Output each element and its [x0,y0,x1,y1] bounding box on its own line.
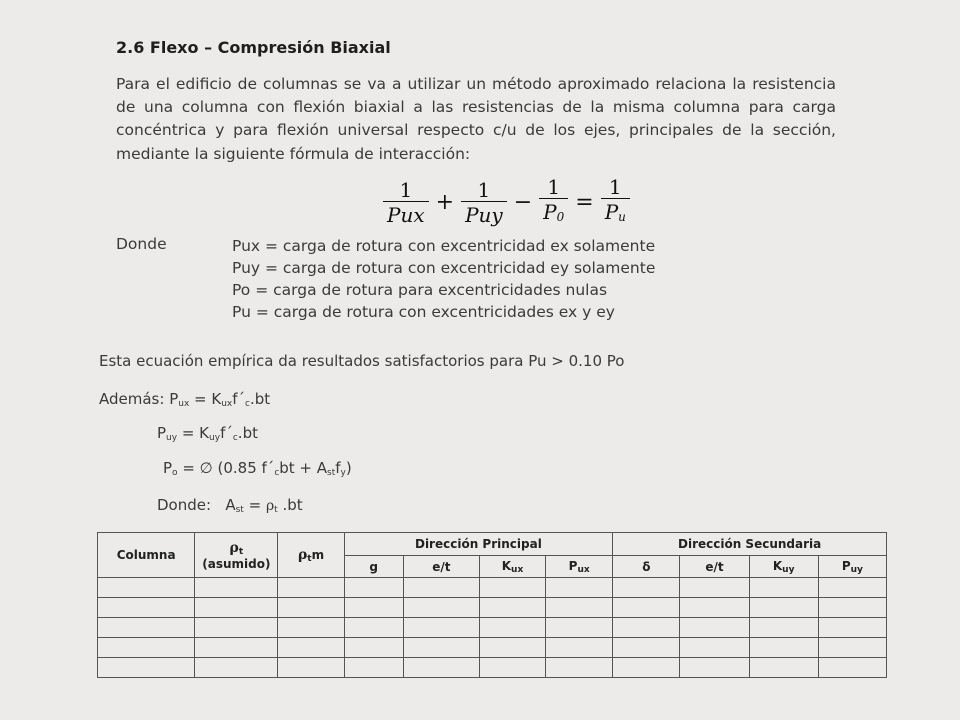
rho-symbol: ρ [265,498,275,514]
table-cell [818,578,886,598]
table-cell [195,658,278,678]
table-cell [680,618,749,638]
table-cell [680,658,749,678]
table-cell [403,578,479,598]
subscript: t [307,553,312,564]
section-title: 2.6 Flexo – Compresión Biaxial [116,38,391,57]
rho-symbol: ρ [229,539,239,556]
text: = K [177,424,210,442]
table-cell [613,618,680,638]
where-item: Pu = carga de rotura con excentricidades ex y ey [232,303,615,321]
table-cell [479,658,545,678]
text: = K [189,390,222,408]
fraction-pux [383,179,429,227]
table-cell [613,578,680,598]
where-list [232,235,655,323]
table-cell [195,598,278,618]
table-cell [479,638,545,658]
intro-paragraph: Para el edificio de columnas se va a utilizar un método aproximado relaciona la resistencia de una columna con flexión biaxial a las resistencias de la misma columna para carga concéntrica y para flexión universal respecto c/u de los ejes, principales de la sección, mediante la siguiente fórmula de interacción: [116,75,836,163]
table-cell [818,658,886,678]
table-cell [479,618,545,638]
table-cell [278,618,344,638]
subscript: c [274,468,280,478]
table-cell [278,638,344,658]
denominator-p: P [604,200,619,224]
fraction-puy [461,179,507,227]
text: P [568,558,578,573]
table-cell [195,618,278,638]
subscript: st [235,505,244,515]
subscript: ux [577,564,590,575]
subscript: uy [166,433,178,443]
subscript: o [172,468,178,478]
table-cell [680,578,749,598]
subscript: uy [850,564,863,575]
text: .bt [237,424,258,442]
table-row [98,638,887,658]
text: K [772,558,783,573]
numerator: 1 [547,175,561,199]
table-cell [613,638,680,658]
header-g: g [344,556,403,578]
minus-operator: − [513,190,533,215]
table-cell [98,638,195,658]
denominator [601,198,630,229]
table-cell [546,598,613,618]
header-kux [479,556,545,578]
subscript: c [245,399,250,409]
header-columna: Columna [98,533,195,578]
numerator: 1 [608,175,622,199]
text: .bt [249,390,271,408]
denominator-p: P [543,200,557,224]
table-cell [344,598,403,618]
table-cell [98,658,195,678]
table-cell [749,618,818,638]
table-cell [403,618,479,638]
text: bt + A [279,459,328,477]
table-cell [278,578,344,598]
table-cell [749,578,818,598]
table-cell [403,638,479,658]
table-cell [195,578,278,598]
table-row [98,578,887,598]
numerator: 1 [477,177,491,202]
denominator: Puy [461,201,507,227]
text: = ∅ (0.85 f´ [177,459,275,477]
ast-equation [157,496,303,515]
table-cell [546,578,613,598]
table-cell [749,658,818,678]
text: Además: P [99,390,179,408]
subscript: t [274,505,278,515]
where-item: Pux = carga de rotura con excentricidad ex solamente [232,237,656,255]
header-direccion-secundaria: Dirección Secundaria [613,533,887,556]
denominator: Pux [383,201,429,227]
subscript: uy [209,433,221,443]
validity-note: Esta ecuación empírica da resultados satisfactorios para Pu > 0.10 Po [99,352,625,370]
table-cell [98,618,195,638]
table-row [98,658,887,678]
header-rho-asumido [195,533,278,578]
text: K [501,558,512,573]
subscript: uy [782,564,795,575]
subscript: ux [178,399,190,409]
numerator: 1 [399,177,413,202]
table-cell [344,578,403,598]
table-cell [546,658,613,678]
denominator-sub: 0 [556,210,565,224]
table-cell [479,578,545,598]
table-cell [98,578,195,598]
table-cell [344,618,403,638]
header-et-secundaria: e/t [680,556,749,578]
table-cell [680,598,749,618]
table-cell [195,638,278,658]
text: P [841,558,851,573]
table-cell [818,638,886,658]
interaction-formula [380,176,633,229]
table-cell [403,598,479,618]
subscript: c [232,433,238,443]
text: ) [345,459,352,477]
header-rho-m [278,533,344,578]
header-kuy [749,556,818,578]
table-cell [278,658,344,678]
text: m [311,547,325,562]
denominator-sub: u [618,210,626,224]
subscript: y [340,468,346,478]
table-row [98,618,887,638]
header-asumido-label: (asumido) [202,556,271,571]
fraction-po [539,176,568,229]
text: f´ [220,424,233,442]
table-cell [479,598,545,618]
table-cell [98,598,195,618]
table-cell [344,658,403,678]
denominator [539,198,568,229]
header-puy [818,556,886,578]
pux-equation [99,390,270,409]
table-cell [344,638,403,658]
column-design-table [97,532,887,678]
where-item: Po = carga de rotura para excentricidades nulas [232,281,608,299]
table-cell [403,658,479,678]
rho-symbol: ρ [297,546,308,563]
where-label: Donde [116,235,167,253]
table-cell [749,598,818,618]
table-cell [749,638,818,658]
subscript: ux [221,399,233,409]
po-equation [163,459,352,478]
table-cell [818,618,886,638]
header-direccion-principal: Dirección Principal [344,533,613,556]
text: f [335,459,341,477]
header-et-principal: e/t [403,556,479,578]
text: = [243,496,266,514]
puy-equation [157,424,258,443]
subscript: ux [511,564,524,575]
table-cell [680,638,749,658]
plus-operator: + [435,190,455,215]
text: Donde: A [157,496,236,514]
text: P [157,424,167,442]
text: f´ [232,390,246,408]
table-cell [546,638,613,658]
header-pux [546,556,613,578]
subscript: t [238,546,244,557]
where-item: Puy = carga de rotura con excentricidad ey solamente [232,259,656,277]
table-row [98,598,887,618]
table-cell [818,598,886,618]
subscript: st [327,468,336,478]
table-cell [613,598,680,618]
table-cell [546,618,613,638]
table-cell [613,658,680,678]
equals-operator: = [575,190,594,215]
table-cell [278,598,344,618]
fraction-pu [601,176,630,229]
text: .bt [277,496,303,514]
header-delta: δ [613,556,680,578]
text: P [163,459,173,477]
